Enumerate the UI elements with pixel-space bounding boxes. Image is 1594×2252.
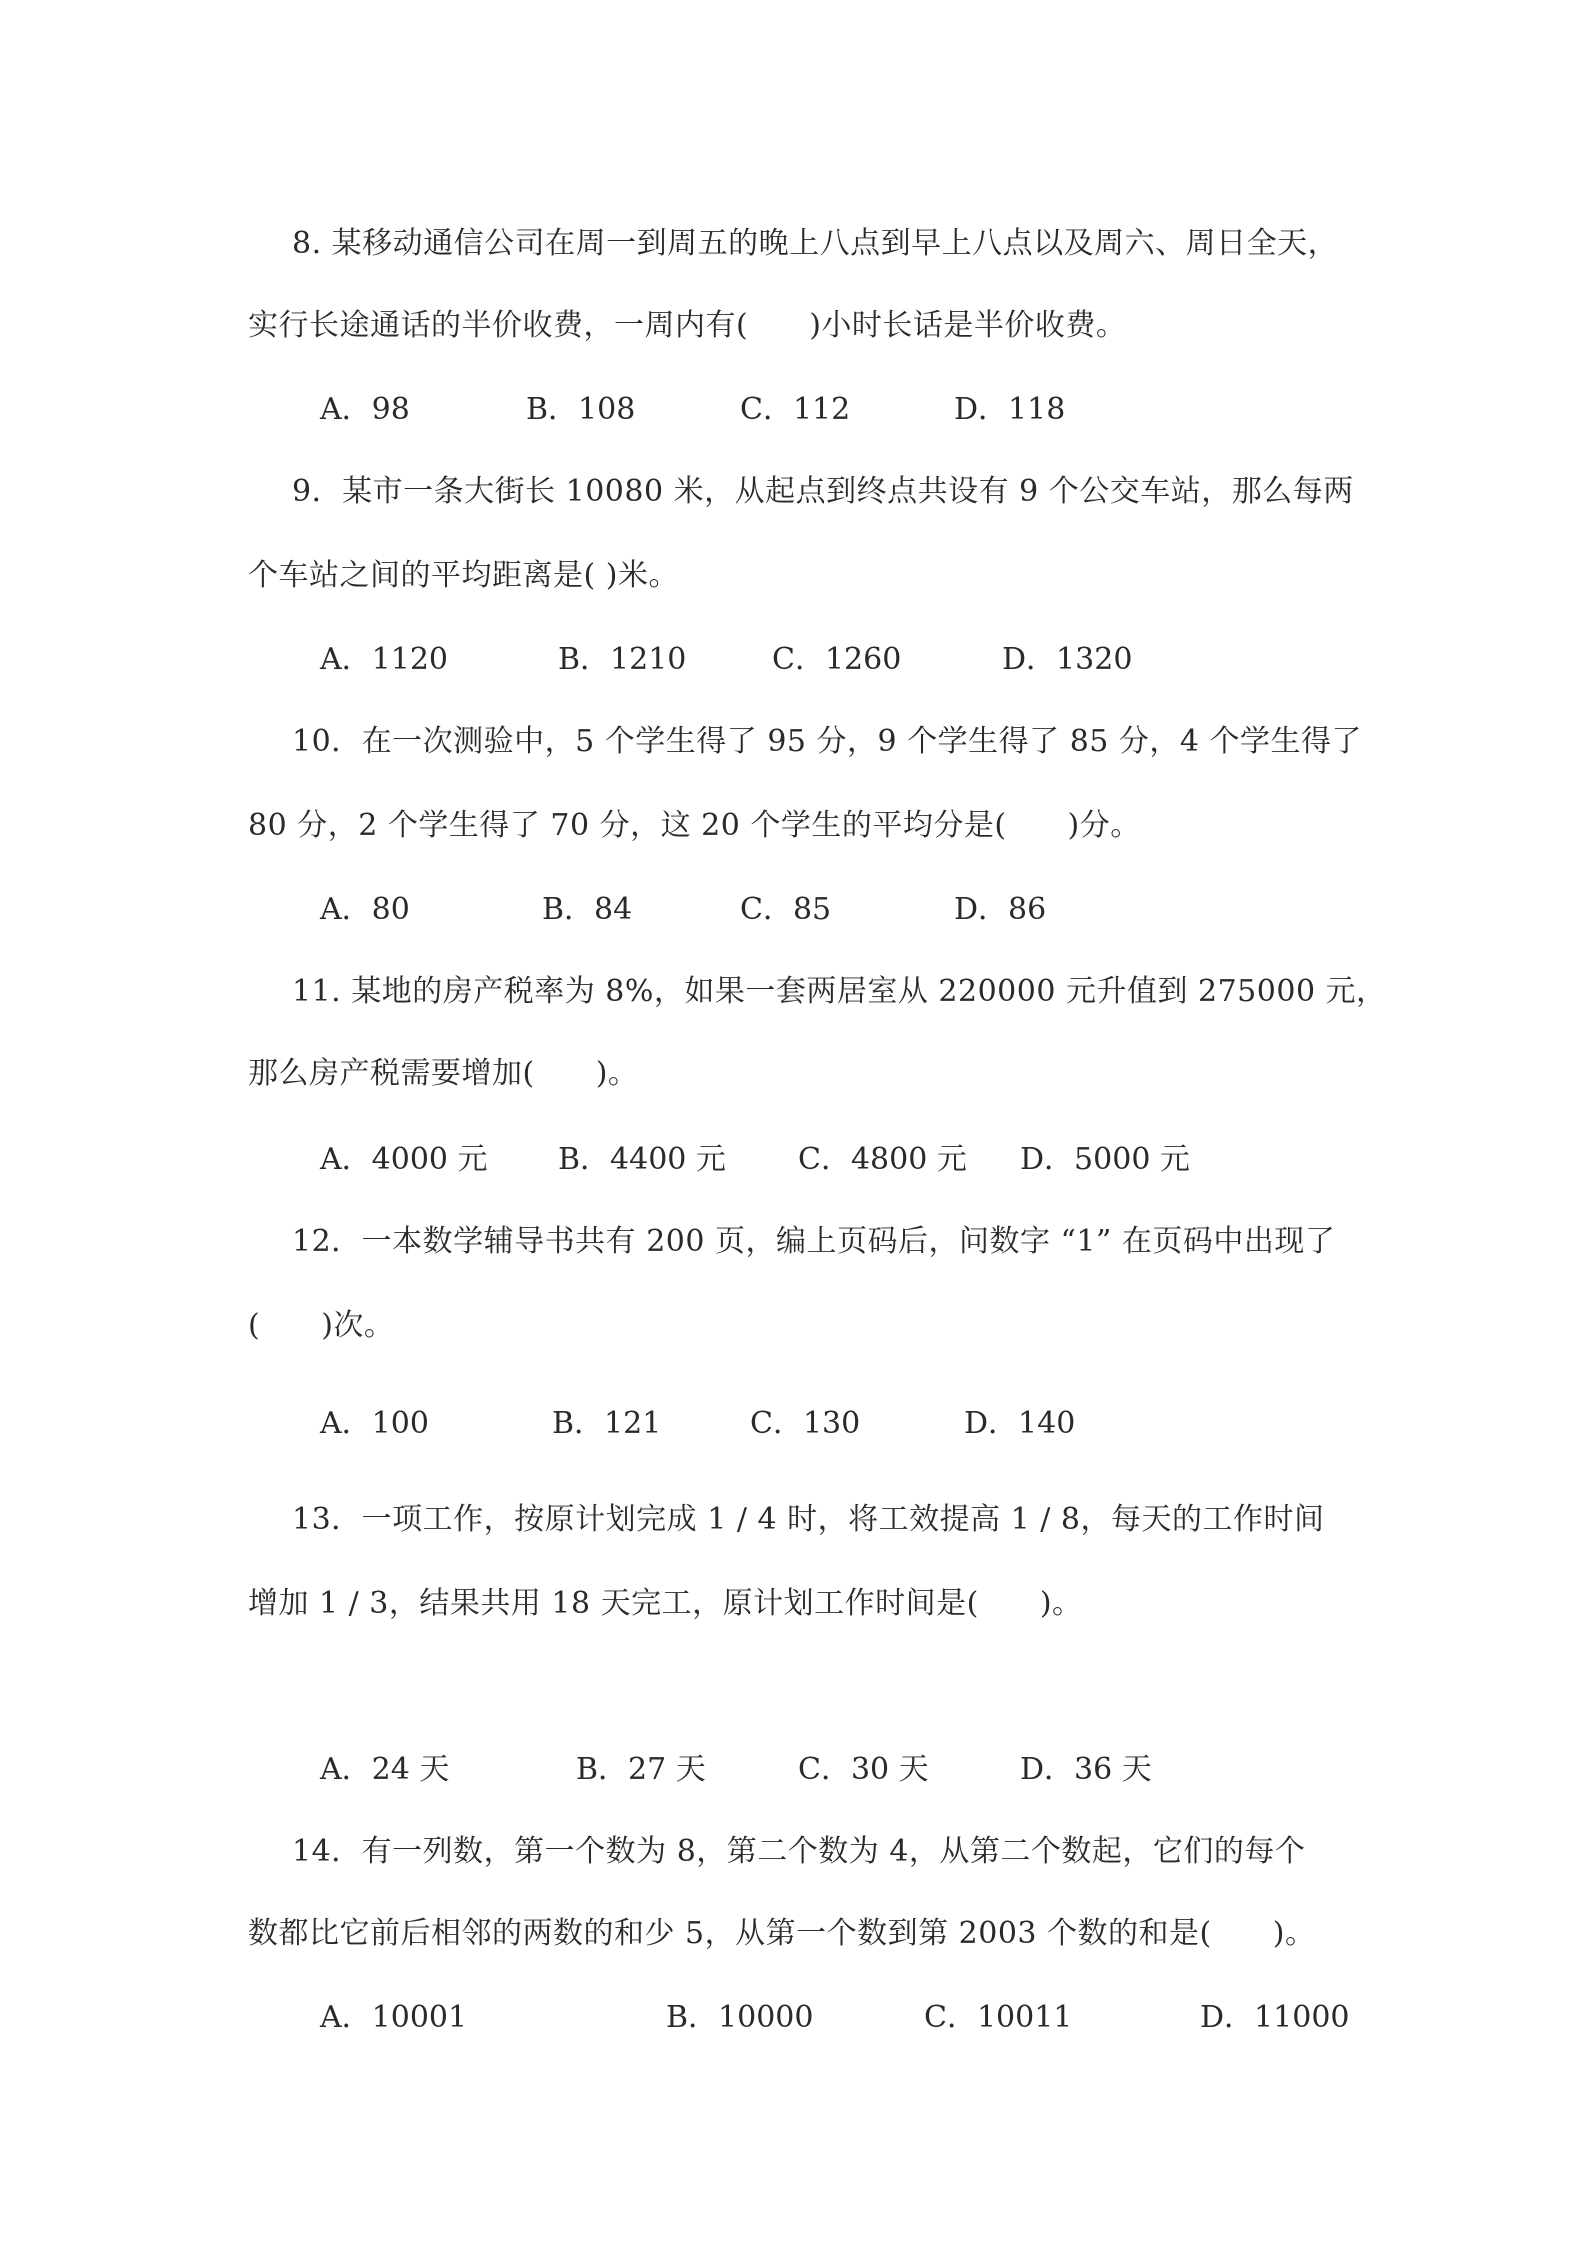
question-11-line-2: 那么房产税需要增加( )。	[248, 1056, 639, 1091]
option-c: C．112	[740, 392, 851, 427]
option-b: B．84	[542, 892, 633, 927]
question-12-line-2: ( )次。	[248, 1308, 395, 1343]
option-d: D．5000 元	[1020, 1142, 1190, 1177]
option-c: C．10011	[924, 2000, 1073, 2035]
question-10-line-2: 80 分，2 个学生得了 70 分，这 20 个学生的平均分是( )分。	[248, 808, 1141, 843]
question-8-line-1: 8. 某移动通信公司在周一到周五的晚上八点到早上八点以及周六、周日全天，	[292, 226, 1339, 261]
option-a: A．24 天	[320, 1752, 450, 1787]
option-b: B．10000	[666, 2000, 814, 2035]
option-c: C．30 天	[798, 1752, 929, 1787]
question-9-line-1: 9．某市一条大街长 10080 米，从起点到终点共设有 9 个公交车站，那么每两	[292, 474, 1354, 509]
option-b: B．4400 元	[558, 1142, 726, 1177]
option-a: A．1120	[320, 642, 449, 677]
option-d: D．86	[954, 892, 1047, 927]
option-a: A．98	[320, 392, 410, 427]
question-14-line-1: 14．有一列数，第一个数为 8，第二个数为 4，从第二个数起，它们的每个	[292, 1834, 1306, 1869]
option-b: B．108	[526, 392, 636, 427]
question-12-line-1: 12．一本数学辅导书共有 200 页，编上页码后，问数字 “1” 在页码中出现了	[292, 1224, 1336, 1259]
option-b: B．1210	[558, 642, 687, 677]
option-c: C．1260	[772, 642, 902, 677]
option-d: D．140	[964, 1406, 1076, 1441]
option-a: A．100	[320, 1406, 429, 1441]
option-b: B．27 天	[576, 1752, 706, 1787]
option-a: A．4000 元	[320, 1142, 488, 1177]
question-14-line-2: 数都比它前后相邻的两数的和少 5，从第一个数到第 2003 个数的和是( )。	[248, 1916, 1316, 1951]
question-13-line-1: 13．一项工作，按原计划完成 1 / 4 时，将工效提高 1 / 8，每天的工作时间	[292, 1502, 1325, 1537]
question-11-line-1: 11. 某地的房产税率为 8%，如果一套两居室从 220000 元升值到 275000 元，	[292, 974, 1387, 1009]
option-b: B．121	[552, 1406, 662, 1441]
option-a: A．80	[320, 892, 410, 927]
question-10-line-1: 10．在一次测验中，5 个学生得了 95 分，9 个学生得了 85 分，4 个学生得了	[292, 724, 1363, 759]
option-a: A．10001	[320, 2000, 468, 2035]
question-13-line-2: 增加 1 / 3，结果共用 18 天完工，原计划工作时间是( )。	[248, 1586, 1083, 1621]
question-8-line-2: 实行长途通话的半价收费，一周内有( )小时长话是半价收费。	[248, 308, 1127, 343]
question-9-line-2: 个车站之间的平均距离是( )米。	[248, 558, 679, 593]
option-c: C．130	[750, 1406, 861, 1441]
option-d: D．11000	[1200, 2000, 1350, 2035]
option-d: D．118	[954, 392, 1066, 427]
option-d: D．1320	[1002, 642, 1133, 677]
option-c: C．4800 元	[798, 1142, 967, 1177]
option-d: D．36 天	[1020, 1752, 1152, 1787]
option-c: C．85	[740, 892, 832, 927]
